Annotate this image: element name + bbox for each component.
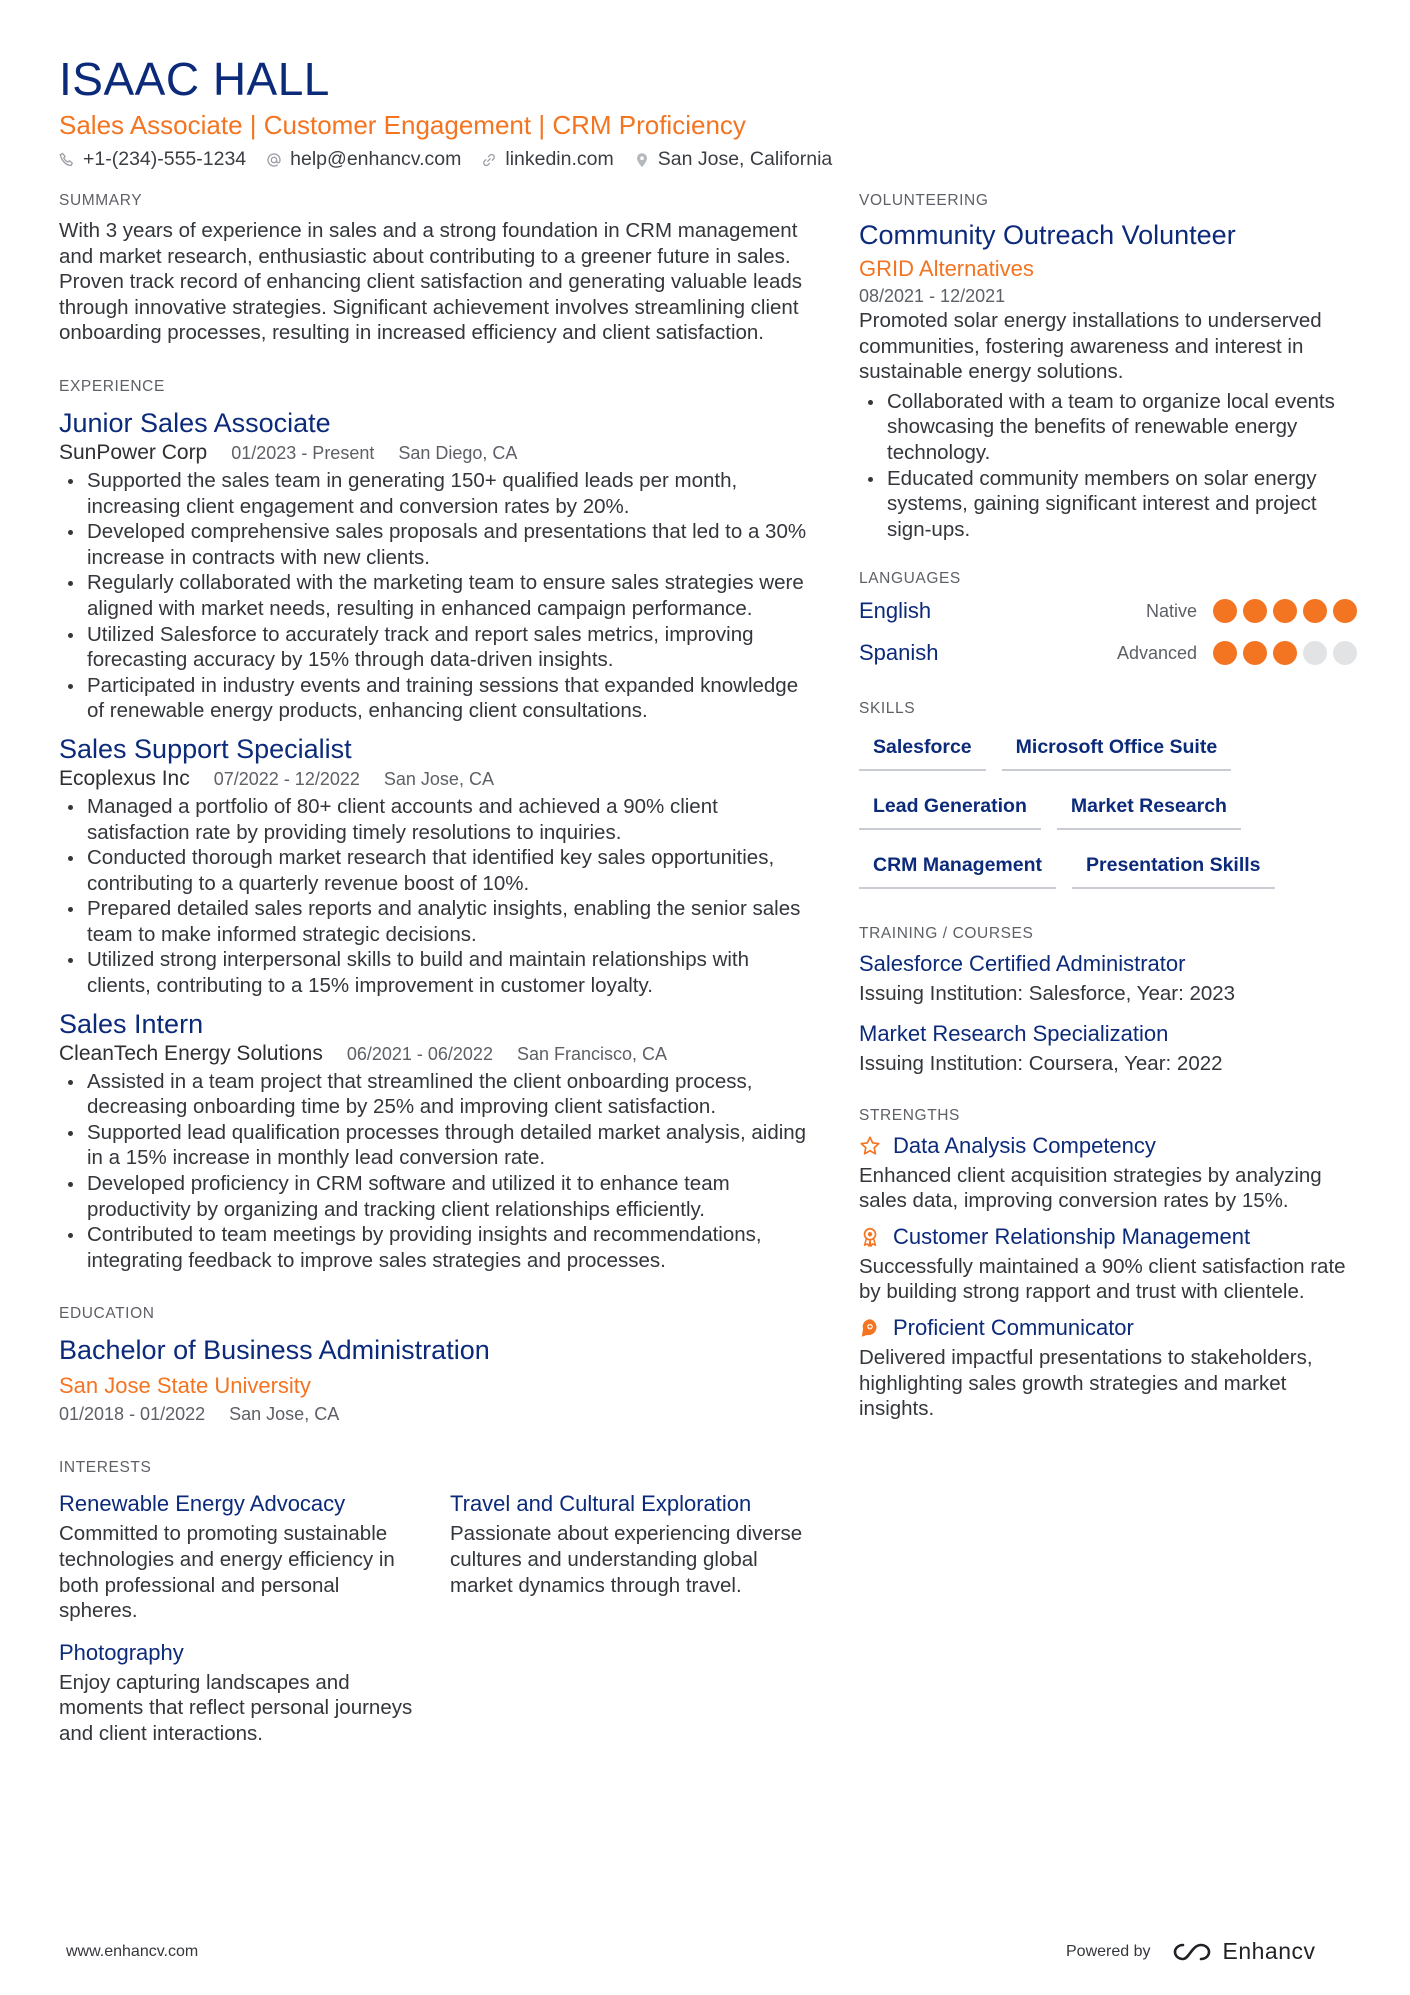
rating-dot-filled bbox=[1243, 641, 1267, 665]
strength-text: Enhanced client acquisition strategies by analyzing sales data, improving conversion rates by 15%. bbox=[859, 1163, 1322, 1213]
language-level: Native bbox=[1145, 600, 1197, 621]
school-name: San Jose State University bbox=[59, 1373, 311, 1399]
education-heading: EDUCATION bbox=[59, 1305, 155, 1323]
interest-text: Committed to promoting sustainable technologies and energy efficiency in both professional and personal spheres. bbox=[59, 1522, 395, 1623]
contact-location bbox=[634, 148, 833, 171]
bullet-item: Utilized Salesforce to accurately track and report sales metrics, improving forecasting accuracy by 15% through data-driven insights. bbox=[59, 622, 811, 673]
strength-item bbox=[859, 1131, 1359, 1214]
bullet-item: Regularly collaborated with the marketing team to ensure sales strategies were aligned with market needs, resulting in enhanced campaign performance. bbox=[59, 570, 811, 621]
training-heading: TRAINING / COURSES bbox=[859, 925, 1034, 943]
footer-website[interactable]: www.enhancv.com bbox=[66, 1943, 199, 1960]
bullet-item: Developed proficiency in CRM software and utilized it to enhance team productivity by organizing and tracking client relationships efficiently. bbox=[59, 1171, 811, 1222]
bullet-item: Participated in industry events and training sessions that expanded knowledge of renewable energy products, enhancing client consultations. bbox=[59, 673, 811, 724]
languages-section bbox=[859, 568, 1359, 674]
experience-entry bbox=[59, 732, 811, 999]
course-title: Market Research Specialization bbox=[859, 1020, 1169, 1046]
interest-item bbox=[450, 1489, 811, 1623]
rating-dot-filled bbox=[1333, 599, 1357, 623]
summary-heading: SUMMARY bbox=[59, 192, 143, 209]
bullet-item: Managed a portfolio of 80+ client accounts and achieved a 90% client satisfaction rate by providing timely resolutions to inquiries. bbox=[59, 794, 811, 845]
job-meta bbox=[59, 440, 811, 466]
contact-email[interactable] bbox=[266, 148, 461, 171]
strength-header bbox=[859, 1222, 1359, 1252]
bullet-item: Contributed to team meetings by providing insights and recommendations, integrating feedback to improve sales strategies and processes. bbox=[59, 1222, 811, 1273]
right-column bbox=[859, 190, 1359, 1422]
summary-text: With 3 years of experience in sales and a strong foundation in CRM management and market research, enthusiastic about contributing to a greener future in sales. Proven track record of enhancing client satisfaction and generating valuable leads through innovative strategies. Significant achievement involves streamlining client onboarding processes, resulting in increased efficiency and client satisfaction. bbox=[59, 219, 803, 345]
bullet-item: Developed comprehensive sales proposals and presentations that led to a 30% increase in contracts with new clients. bbox=[59, 519, 811, 570]
interest-text: Passionate about experiencing diverse cultures and understanding global market dynamics through travel. bbox=[450, 1522, 803, 1597]
volunteering-section bbox=[859, 190, 1359, 542]
enhancv-logo[interactable] bbox=[1169, 1938, 1316, 1965]
language-rating bbox=[1213, 599, 1357, 623]
degree-title: Bachelor of Business Administration bbox=[59, 1335, 490, 1366]
interests-heading: INTERESTS bbox=[59, 1459, 152, 1477]
bullet-item: Supported the sales team in generating 150+ qualified leads per month, increasing client engagement and conversion rates by 20%. bbox=[59, 468, 811, 519]
volunteer-bullets bbox=[859, 389, 1359, 543]
course-item bbox=[859, 1019, 1359, 1077]
course-detail: Issuing Institution: Salesforce, Year: 2023 bbox=[859, 982, 1236, 1006]
volunteer-dates: 08/2021 - 12/2021 bbox=[859, 286, 1006, 306]
experience-heading: EXPERIENCE bbox=[59, 377, 165, 395]
skill-tag: Presentation Skills bbox=[1072, 852, 1274, 889]
skill-tag: Microsoft Office Suite bbox=[1002, 734, 1232, 771]
skill-tag: Lead Generation bbox=[859, 793, 1041, 830]
rating-dot-filled bbox=[1303, 599, 1327, 623]
strength-title: Proficient Communicator bbox=[893, 1314, 1134, 1340]
job-bullets bbox=[59, 794, 811, 999]
strength-header bbox=[859, 1131, 1359, 1161]
course-item bbox=[859, 949, 1359, 1007]
enhancv-logo-icon bbox=[1169, 1940, 1215, 1964]
company-name: SunPower Corp bbox=[59, 440, 208, 464]
footer-branding bbox=[1066, 1938, 1316, 1965]
volunteer-description: Promoted solar energy installations to underserved communities, fostering awareness and interest in sustainable energy solutions. bbox=[859, 309, 1322, 384]
job-location: San Diego, CA bbox=[398, 442, 518, 463]
award-ribbon-icon bbox=[859, 1226, 881, 1248]
rating-dot-filled bbox=[1273, 641, 1297, 665]
star-icon bbox=[859, 1135, 881, 1157]
head-speech-icon bbox=[859, 1317, 881, 1339]
company-name: Ecoplexus Inc bbox=[59, 766, 190, 790]
volunteer-role: Community Outreach Volunteer bbox=[859, 220, 1236, 250]
language-row bbox=[859, 590, 1359, 632]
interest-text: Enjoy capturing landscapes and moments that reflect personal journeys and client interactions. bbox=[59, 1670, 413, 1745]
job-location: San Francisco, CA bbox=[516, 1043, 668, 1064]
volunteer-org: GRID Alternatives bbox=[859, 256, 1034, 281]
bullet-item: Supported lead qualification processes through detailed market analysis, aiding in a 15% increase in monthly lead conversion rate. bbox=[59, 1120, 811, 1171]
rating-dot-filled bbox=[1273, 599, 1297, 623]
course-detail: Issuing Institution: Coursera, Year: 2022 bbox=[859, 1051, 1223, 1075]
left-column bbox=[59, 190, 811, 1747]
contact-linkedin[interactable] bbox=[481, 148, 613, 171]
resume-header bbox=[59, 52, 1359, 171]
summary-section bbox=[59, 190, 811, 346]
contact-email-text[interactable]: help@enhancv.com bbox=[290, 148, 462, 170]
language-level: Advanced bbox=[1116, 642, 1197, 663]
contact-phone bbox=[59, 148, 246, 171]
contact-location-text: San Jose, California bbox=[657, 148, 833, 170]
contact-phone-text: +1-(234)-555-1234 bbox=[83, 148, 247, 170]
bullet-item: Educated community members on solar energy systems, gaining significant interest and project sign-ups. bbox=[859, 466, 1359, 543]
language-row bbox=[859, 632, 1359, 674]
strengths-heading: STRENGTHS bbox=[859, 1106, 960, 1124]
job-title: Sales Intern bbox=[59, 1008, 204, 1039]
enhancv-brand-name: Enhancv bbox=[1222, 1938, 1316, 1964]
job-location: San Jose, CA bbox=[383, 768, 494, 789]
strength-header bbox=[859, 1313, 1359, 1343]
education-dates: 01/2018 - 01/2022 bbox=[59, 1404, 206, 1425]
skills-list bbox=[859, 734, 1359, 889]
rating-dot-empty bbox=[1303, 641, 1327, 665]
skill-tag: Salesforce bbox=[859, 734, 986, 771]
job-bullets bbox=[59, 468, 811, 724]
education-meta bbox=[59, 1401, 811, 1427]
strength-title: Customer Relationship Management bbox=[893, 1223, 1251, 1249]
interest-title: Renewable Energy Advocacy bbox=[59, 1491, 346, 1517]
interests-section bbox=[59, 1457, 811, 1746]
job-title: Junior Sales Associate bbox=[59, 407, 331, 438]
job-title: Sales Support Specialist bbox=[59, 733, 352, 764]
rating-dot-filled bbox=[1213, 641, 1237, 665]
job-dates: 07/2022 - 12/2022 bbox=[213, 768, 360, 789]
bullet-item: Utilized strong interpersonal skills to build and maintain relationships with clients, contributing to a 15% improvement in customer loyalty. bbox=[59, 947, 811, 998]
skill-tag: Market Research bbox=[1057, 793, 1241, 830]
volunteering-heading: VOLUNTEERING bbox=[859, 192, 989, 209]
rating-dot-empty bbox=[1333, 641, 1357, 665]
experience-entry bbox=[59, 1007, 811, 1274]
contact-bar bbox=[59, 148, 1359, 171]
skill-tag: CRM Management bbox=[859, 852, 1056, 889]
rating-dot-filled bbox=[1243, 599, 1267, 623]
location-pin-icon bbox=[634, 152, 650, 168]
powered-by-label: Powered by bbox=[1066, 1942, 1151, 1960]
at-icon bbox=[266, 152, 282, 168]
bullet-item: Prepared detailed sales reports and analytic insights, enabling the senior sales team to make informed strategic decisions. bbox=[59, 896, 811, 947]
training-section bbox=[859, 923, 1359, 1076]
job-bullets bbox=[59, 1069, 811, 1274]
language-rating bbox=[1213, 641, 1357, 665]
strength-text: Successfully maintained a 90% client satisfaction rate by building strong rapport and trust with clientele. bbox=[859, 1254, 1346, 1304]
link-icon bbox=[481, 152, 497, 168]
experience-entry bbox=[59, 406, 811, 724]
contact-linkedin-text[interactable]: linkedin.com bbox=[505, 148, 614, 170]
interest-item bbox=[59, 1638, 419, 1747]
interests-grid bbox=[59, 1489, 811, 1746]
job-dates: 06/2021 - 06/2022 bbox=[346, 1043, 493, 1064]
strength-title: Data Analysis Competency bbox=[893, 1132, 1156, 1158]
education-section bbox=[59, 1303, 811, 1427]
strength-item bbox=[859, 1313, 1359, 1422]
language-name: Spanish bbox=[859, 640, 939, 666]
bullet-item: Collaborated with a team to organize local events showcasing the benefits of renewable energy technology. bbox=[859, 389, 1359, 466]
interest-item bbox=[59, 1489, 419, 1623]
language-name: English bbox=[859, 598, 932, 624]
languages-heading: LANGUAGES bbox=[859, 570, 961, 588]
education-location: San Jose, CA bbox=[229, 1404, 340, 1425]
strength-item bbox=[859, 1222, 1359, 1305]
skills-heading: SKILLS bbox=[859, 700, 916, 718]
strength-text: Delivered impactful presentations to stakeholders, highlighting sales growth strategies and market insights. bbox=[859, 1345, 1313, 1421]
bullet-item: Assisted in a team project that streamlined the client onboarding process, decreasing onboarding time by 25% and improving client satisfaction. bbox=[59, 1069, 811, 1120]
rating-dot-filled bbox=[1213, 599, 1237, 623]
interest-title: Travel and Cultural Exploration bbox=[450, 1491, 752, 1517]
job-meta bbox=[59, 766, 811, 792]
phone-icon bbox=[59, 152, 75, 168]
skills-section bbox=[859, 698, 1359, 889]
strengths-section bbox=[859, 1105, 1359, 1422]
company-name: CleanTech Energy Solutions bbox=[59, 1041, 323, 1065]
course-title: Salesforce Certified Administrator bbox=[859, 951, 1186, 977]
candidate-name: ISAAC HALL bbox=[59, 53, 330, 105]
interest-title: Photography bbox=[59, 1639, 184, 1665]
bullet-item: Conducted thorough market research that identified key sales opportunities, contributing to a quarterly revenue boost of 10%. bbox=[59, 845, 811, 896]
job-dates: 01/2023 - Present bbox=[231, 442, 375, 463]
experience-section bbox=[59, 376, 811, 1273]
headline: Sales Associate | Customer Engagement | CRM Proficiency bbox=[59, 110, 746, 140]
job-meta bbox=[59, 1041, 811, 1067]
